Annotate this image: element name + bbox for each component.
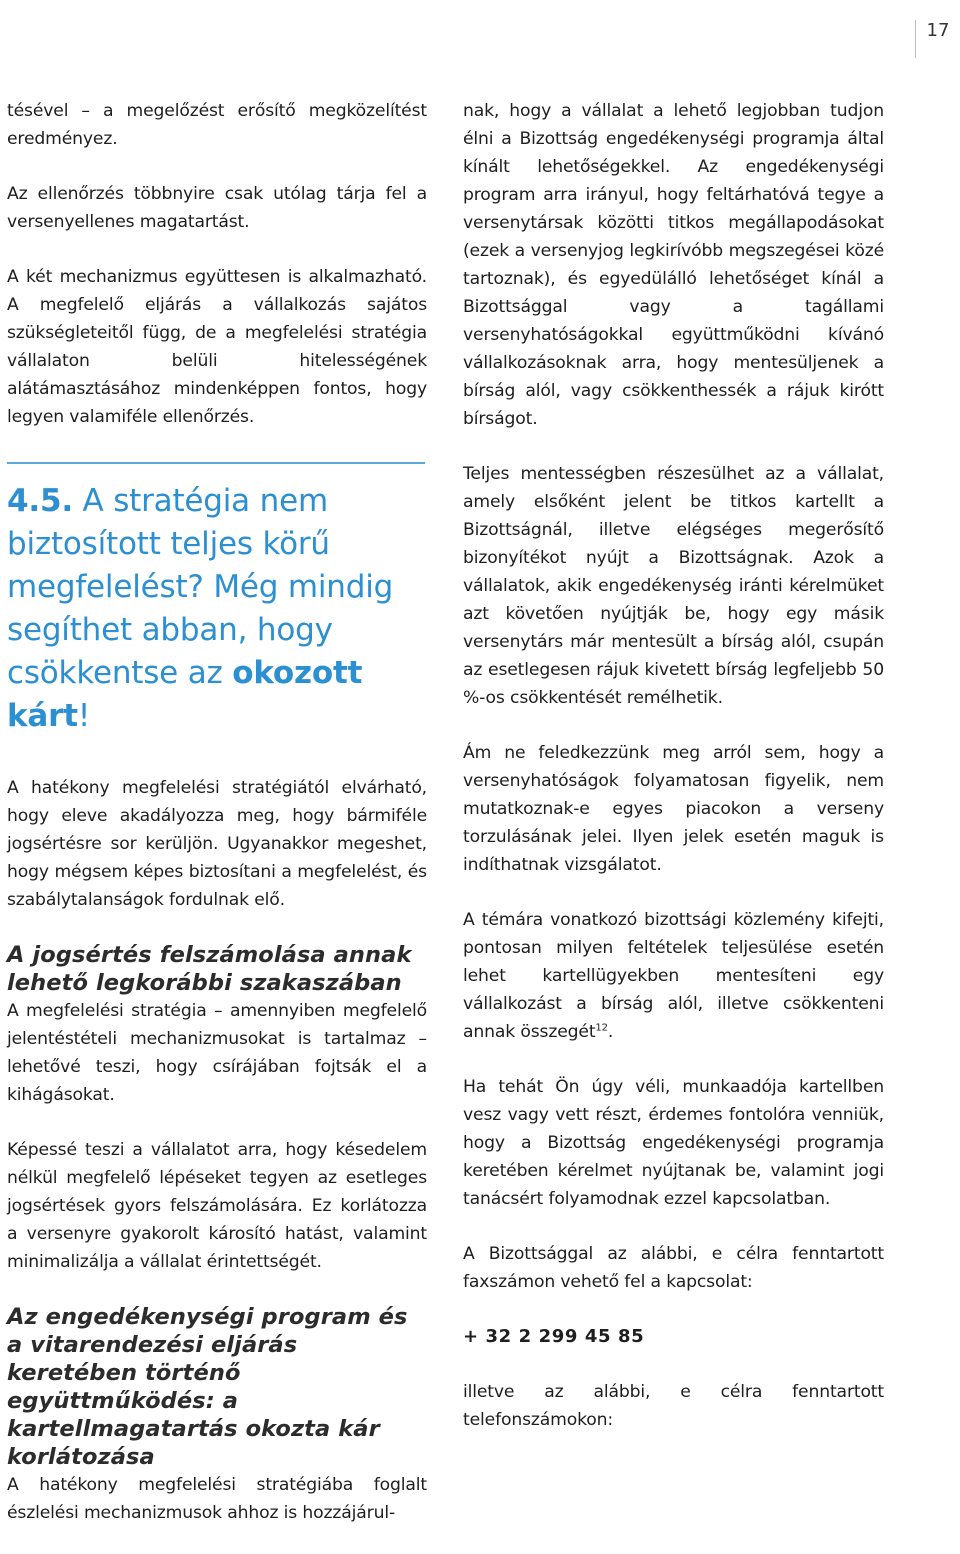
paragraph-end: . [607, 1022, 614, 1042]
subheading: Az engedékenységi program és a vitarendezési eljárás keretében történő együttműködés: a kartellmagatartás okozta kár korlátozása [7, 1304, 408, 1470]
footnote-marker: 12 [595, 1022, 608, 1034]
section-number: 4.5. [7, 483, 73, 519]
fax-number: + 32 2 299 45 85 [463, 1326, 645, 1347]
section-divider [7, 462, 425, 464]
paragraph: nak, hogy a vállalat a lehető legjobban tudjon élni a Bizottság engedékenységi programja által kínált lehetőségekkel. Az engedékenységi program arra irányul, hogy feltárhatóvá tegye a versenytársak közötti titkos megállapodásokat (ezek a versenyjog legkirívóbb megszegései közé tartoznak), és egyedülálló lehetőséget kínál a Bizottsággal vagy a tagállami versenyhatóságokkal együttműködni kívánó vállalkozásoknak arra, hogy mentesüljenek a bírság alól, vagy csökkenthessék a rájuk kirótt bírságot. [463, 101, 884, 429]
paragraph: A két mechanizmus együttesen is alkalmazható. A megfelelő eljárás a vállalkozás sajátos szükségleteitől függ, de a megfelelési stratégia vállalaton belüli hitelességének alátámasztásához mindenképpen fontos, hogy legyen valamiféle ellenőrzés. [7, 267, 427, 427]
section-title-emphasis: okozott kárt [7, 655, 363, 734]
right-column [463, 97, 884, 1461]
paragraph: A megfelelési stratégia – amennyiben megfelelő jelentéstételi mechanizmusokat is tartalmaz – lehetővé teszi, hogy csírájában fojtsák el a kihágásokat. [7, 1001, 427, 1105]
subheading: A jogsértés felszámolása annak lehető legkorábbi szakaszában [7, 942, 412, 996]
paragraph: tésével – a megelőzést erősítő megközelítést eredményez. [7, 101, 427, 149]
paragraph: A Bizottsággal az alábbi, e célra fenntartott faxszámon vehető fel a kapcsolat: [463, 1244, 884, 1292]
page-number: 17 [915, 20, 960, 58]
paragraph [463, 906, 884, 1046]
paragraph: Képessé teszi a vállalatot arra, hogy késedelem nélkül megfelelő lépéseket tegyen az esetleges jogsértések gyors felszámolására. Ez korlátozza a versenyre gyakorolt károsító hatást, valamint minimalizálja a vállalat érintettségét. [7, 1140, 427, 1272]
paragraph: Ha tehát Ön úgy véli, munkaadója kartellben vesz vagy vett részt, érdemes fontolóra venniük, hogy a Bizottság engedékenységi programja keretében kérelmet nyújtanak be, valamint jogi tanácsért folyamodnak ezzel kapcsolatban. [463, 1077, 884, 1209]
section-heading [7, 480, 427, 738]
paragraph: Teljes mentességben részesülhet az a vállalat, amely elsőként jelent be titkos kartellt a Bizottságnál, illetve elégséges megerősítő bizonyítékot nyújt a Bizottságnak. Azok a vállalatok, akik engedékenység iránti kérelmüket azt követően nyújtják be, hogy egy másik versenytárs már mentesült a bírság alól, csupán az esetlegesen rájuk kivetett bírság legfeljebb 50 %-os csökkentését remélhetik. [463, 464, 884, 708]
section-title: A stratégia nem biztosított teljes körű megfelelést? Még mindig segíthet abban, hogy csökkentse az [7, 483, 394, 691]
paragraph: A hatékony megfelelési stratégiába foglalt észlelési mechanizmusok ahhoz is hozzájárul- [7, 1475, 427, 1523]
paragraph: Ám ne feledkezzünk meg arról sem, hogy a versenyhatóságok folyamatosan figyelik, nem mutatkoznak-e egyes piacokon a verseny torzulásának jelei. Ilyen jelek esetén maguk is indíthatnak vizsgálatot. [463, 743, 884, 875]
paragraph: A hatékony megfelelési stratégiától elvárható, hogy eleve akadályozza meg, hogy bármiféle jogsértésre sor kerüljön. Ugyanakkor megeshet, hogy mégsem képes biztosítani a megfelelést, és szabálytalanságok fordulnak elő. [7, 778, 427, 910]
paragraph-text: A témára vonatkozó bizottsági közlemény kifejti, pontosan milyen feltételek teljesülése esetén lehet kartellügyekben mentesíteni egy vállalkozást a bírság alól, illetve csökkenteni annak összegét [463, 910, 884, 1042]
paragraph: illetve az alábbi, e célra fenntartott telefonszámokon: [463, 1382, 884, 1430]
paragraph: Az ellenőrzés többnyire csak utólag tárja fel a versenyellenes magatartást. [7, 184, 427, 232]
left-column [7, 97, 427, 1554]
section-title-end: ! [77, 698, 91, 734]
